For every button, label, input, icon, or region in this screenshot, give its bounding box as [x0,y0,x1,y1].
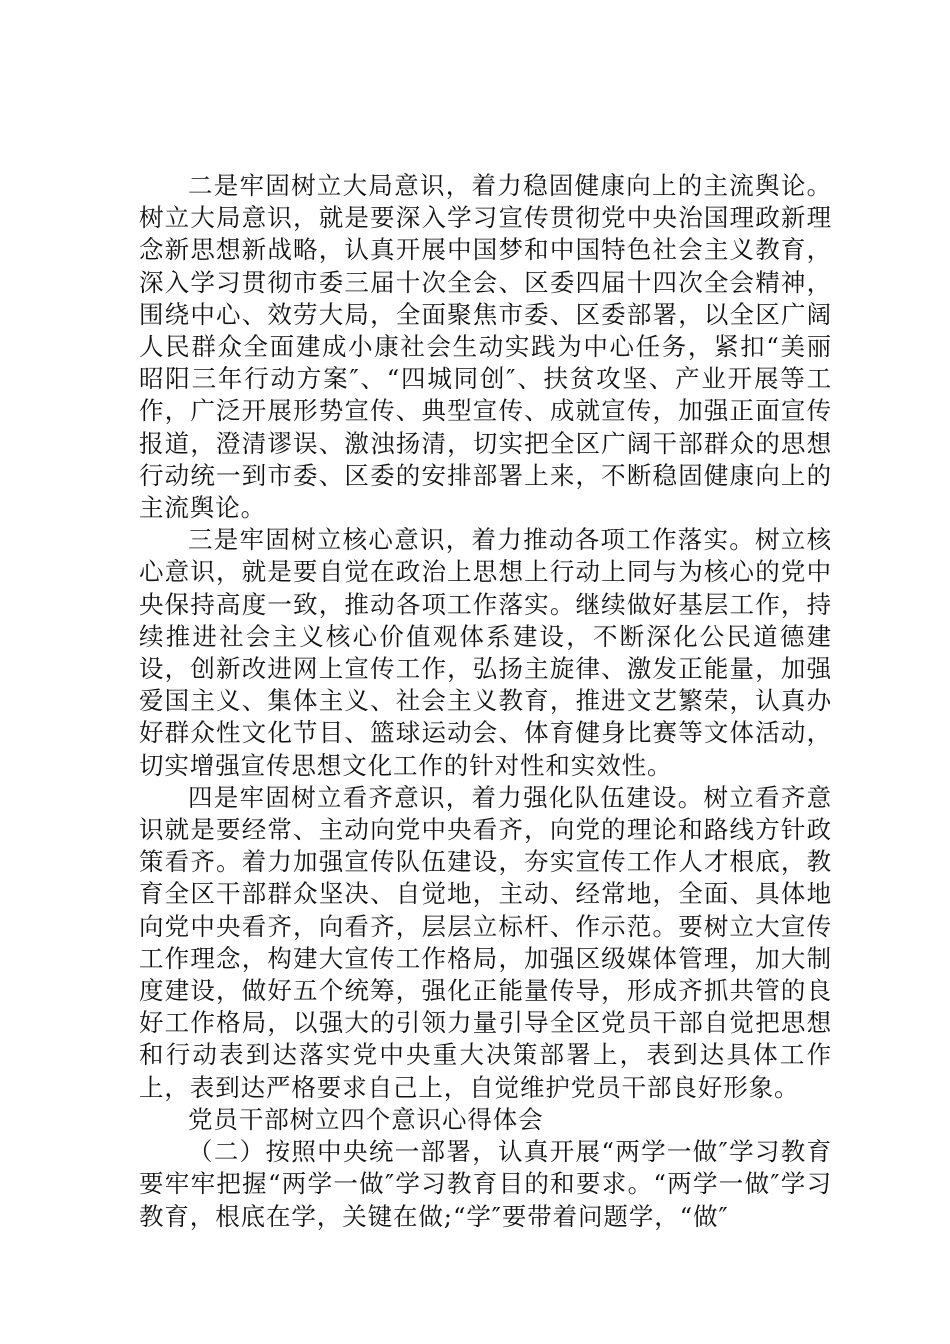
paragraph-core-awareness: 三是牢固树立核心意识，着力推动各项工作落实。树立核心意识，就是要自觉在政治上思想上行动上同与为核心的党中央保持高度一致，推动各项工作落实。继续做好基层工作，持续推进社会主义核心价值观体系建设，不断深化公民道德建设，创新改进网上宣传工作，弘扬主旋律、激发正能量，加强爱国主义、集体主义、社会主义教育，推进文艺繁荣，认真办好群众性文化节目、篮球运动会、体育健身比赛等文体活动，切实增强宣传思想文化工作的针对性和实效性。 [139,525,832,780]
document-body [139,170,832,1233]
paragraph-alignment-awareness: 四是牢固树立看齐意识，着力强化队伍建设。树立看齐意识就是要经常、主动向党中央看齐，向党的理论和路线方针政策看齐。着力加强宣传队伍建设，夯实宣传工作人才根底，教育全区干部群众坚决、自觉地，主动、经常地，全面、具体地向党中央看齐，向看齐，层层立标杆、作示范。要树立大宣传工作理念，构建大宣传工作格局，加强区级媒体管理，加大制度建设，做好五个统筹，强化正能量传导，形成齐抓共管的良好工作格局，以强大的引领力量引导全区党员干部自觉把思想和行动表到达落实党中央重大决策部署上，表到达具体工作上，表到达严格要求自己上，自觉维护党员干部良好形象。 [139,782,832,1102]
paragraph-big-picture-awareness: 二是牢固树立大局意识，着力稳固健康向上的主流舆论。树立大局意识，就是要深入学习宣传贯彻党中央治国理政新理念新思想新战略，认真开展中国梦和中国特色社会主义教育，深入学习贯彻市委三届十次全会、区委四届十四次全会精神，围绕中心、效劳大局，全面聚焦市委、区委部署，以全区广阔人民群众全面建成小康社会生动实践为中心任务，紧扣“美丽昭阳三年行动方案″、“四城同创″、扶贫攻坚、产业开展等工作，广泛开展形势宣传、典型宣传、成就宣传，加强正面宣传报道，澄清谬误、激浊扬清，切实把全区广阔干部群众的思想行动统一到市委、区委的安排部署上来，不断稳固健康向上的主流舆论。 [139,171,832,523]
paragraph-two-studies-one-action: （二）按照中央统一部署，认真开展“两学一做″学习教育要牢牢把握“两学一做″学习教育目的和要求。“两学一做″学习教育，根底在学，关键在做;“学″要带着问题学，“做″ [139,1137,832,1231]
section-heading: 党员干部树立四个意识心得体会 [188,1104,544,1134]
